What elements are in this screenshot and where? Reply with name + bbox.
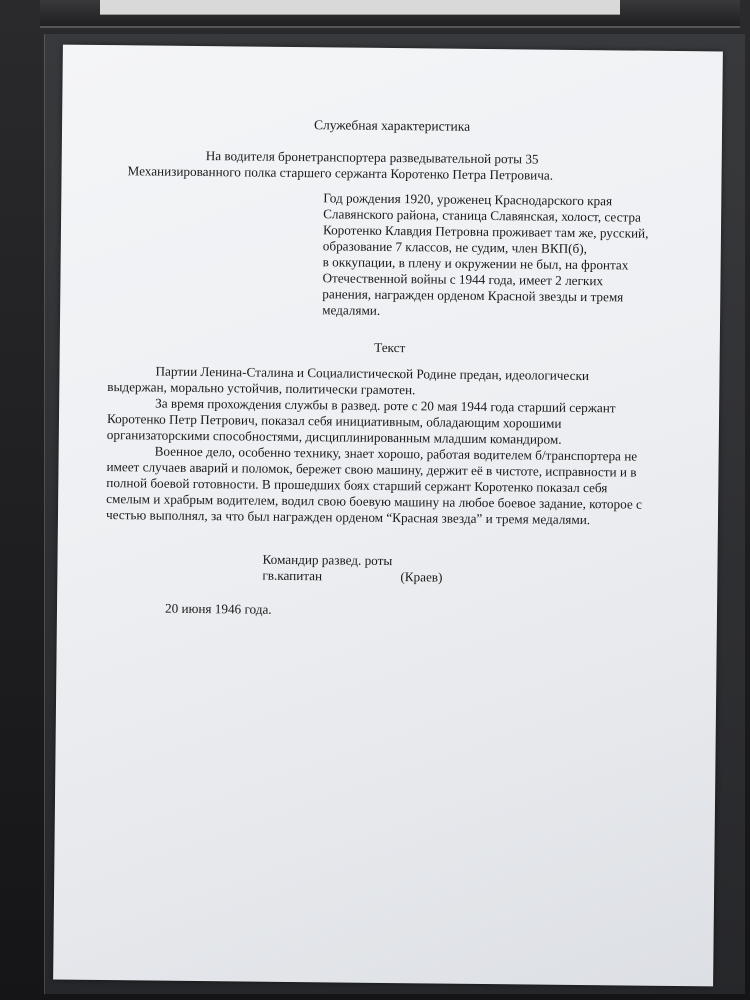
bio-line: Год рождения 1920, уроженец Краснодарского края [323, 190, 613, 209]
bio-line: в оккупации, в плену и окружении не был, на фронтах [322, 254, 629, 273]
signature-position: Командир развед. роты [262, 551, 393, 569]
document-page [53, 45, 723, 987]
document-intro: На водителя бронетранспортера разведывательной роты 35 Механизированного полка старшего сержанта Коротенко Петра Петровича. [127, 148, 554, 183]
text-heading: Текст [374, 339, 406, 356]
signature-rank: гв.капитан [262, 567, 323, 584]
bio-line: образование 7 классов, не судим, член ВКП(б), [322, 238, 588, 257]
folder-top-frame [40, 0, 740, 28]
body-paragraph: За время прохождения службы в развед. роте с 20 мая 1944 года старший сержант Коротенко Петр Петрович, показал себя инициативным, обладающим хорошими организаторскими способностями, дисциплинированным младшим командиром. [106, 395, 616, 447]
biography-block [322, 190, 663, 322]
previous-page-edge [100, 0, 620, 15]
signature-name: (Краев) [400, 569, 443, 585]
bio-line: ранения, награжден орденом Красной звезды и тремя [322, 286, 624, 305]
signature-rank-row [262, 568, 562, 587]
bio-line: Коротенко Клавдия Петровна проживает там же, русский, [322, 222, 649, 241]
signature-block [262, 552, 562, 587]
bio-line: Славянского района, станица Славянская, холост, сестра [323, 206, 641, 225]
bio-line: Отечественной войны с 1944 года, имеет 2 легких [322, 270, 604, 289]
document-date: 20 июня 1946 года. [164, 600, 272, 617]
document-title: Служебная характеристика [313, 117, 471, 134]
bio-line: медалями. [322, 302, 381, 318]
body-paragraph: Военное дело, особенно технику, знает хорошо, работая водителем б/транспортера не имеет случаев аварий и поломок, бережет свою машину, держит её в чистоте, исправности и в полной боевой готовности. В прошедших боях старший сержант Коротенко показал себя смелым и храбрым водителем, водил свою боевую машину на любое боевое задание, которое с честью выполнял, за что был награжден орденом “Красная звезда” и тремя медалями. [105, 443, 642, 528]
body-paragraph: Партии Ленина-Сталина и Социалистической Родине предан, идеологически выдержан, морально устойчив, политически грамотен. [107, 363, 590, 398]
body-text [106, 363, 648, 529]
